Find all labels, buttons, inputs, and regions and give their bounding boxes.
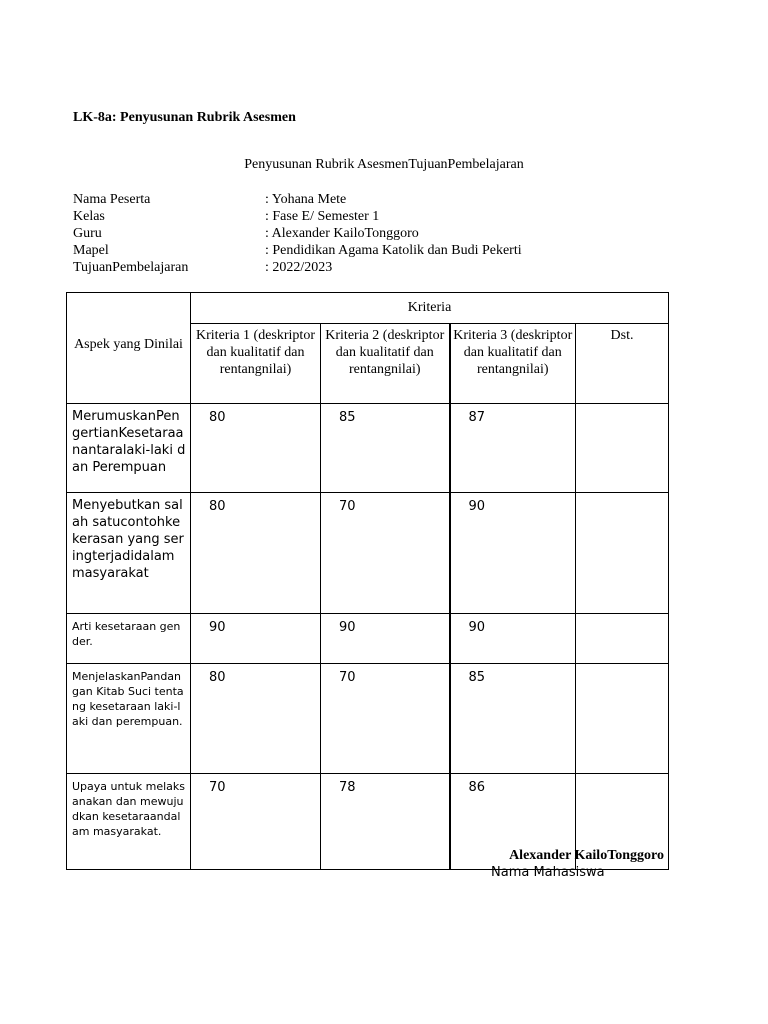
aspect-cell: Menyebutkan salah satucontohkekerasan yang seringterjadidalammasyarakat (67, 493, 191, 614)
info-row-nama-peserta (73, 191, 522, 208)
column-header-dst: Dst. (576, 324, 669, 404)
table-row (67, 614, 669, 664)
score-cell (576, 493, 669, 614)
score-cell: 80 (191, 664, 321, 774)
info-row-guru (73, 225, 522, 242)
document-title: LK-8a: Penyusunan Rubrik Asesmen (73, 110, 296, 125)
document-subtitle: Penyusunan Rubrik AsesmenTujuanPembelajaran (244, 157, 524, 172)
score-cell: 87 (450, 404, 576, 493)
score-cell: 70 (321, 664, 450, 774)
info-label: Mapel (73, 243, 109, 258)
aspect-cell: MerumuskanPengertianKesetaraanantaralaki-laki dan Perempuan (67, 404, 191, 493)
info-label: TujuanPembelajaran (73, 260, 189, 275)
signer-role: Nama Mahasiswa (491, 865, 605, 880)
score-cell (576, 614, 669, 664)
table-row (67, 664, 669, 774)
info-row-tujuan-pembelajaran (73, 259, 522, 276)
info-row-kelas (73, 208, 522, 225)
signer-name: Alexander KailoTonggoro (509, 848, 664, 863)
score-cell: 90 (450, 614, 576, 664)
info-value: : Pendidikan Agama Katolik dan Budi Pekerti (265, 243, 522, 258)
kriteria-header: Kriteria (191, 293, 669, 324)
score-cell: 70 (321, 493, 450, 614)
info-label: Kelas (73, 209, 105, 224)
score-cell: 85 (450, 664, 576, 774)
aspect-cell: MenjelaskanPandangan Kitab Suci tentang kesetaraan laki-laki dan perempuan. (67, 664, 191, 774)
info-label: Guru (73, 226, 102, 241)
aspect-cell: Arti kesetaraan gender. (67, 614, 191, 664)
info-value: : Yohana Mete (265, 192, 347, 207)
info-row-mapel (73, 242, 522, 259)
column-header-kriteria-1: Kriteria 1 (deskriptor dan kualitatif dan rentangnilai) (191, 324, 321, 404)
info-value: : Fase E/ Semester 1 (265, 209, 380, 224)
score-cell: 80 (191, 404, 321, 493)
score-cell: 90 (450, 493, 576, 614)
table-row (67, 493, 669, 614)
score-cell: 80 (191, 493, 321, 614)
score-cell: 70 (191, 774, 321, 870)
score-cell (576, 404, 669, 493)
column-header-kriteria-2: Kriteria 2 (deskriptor dan kualitatif dan rentangnilai) (321, 324, 450, 404)
column-header-kriteria-3: Kriteria 3 (deskriptor dan kualitatif dan rentangnilai) (450, 324, 576, 404)
score-cell (576, 664, 669, 774)
aspect-column-header: Aspek yang Dinilai (67, 293, 191, 404)
participant-info (73, 191, 522, 276)
score-cell: 78 (321, 774, 450, 870)
info-value: : Alexander KailoTonggoro (265, 226, 419, 241)
table-row (67, 404, 669, 493)
info-label: Nama Peserta (73, 192, 151, 207)
aspect-cell: Upaya untuk melaksanakan dan mewujudkan kesetaraandalam masyarakat. (67, 774, 191, 870)
score-cell: 85 (321, 404, 450, 493)
score-cell: 86 (450, 774, 576, 870)
info-value: : 2022/2023 (265, 260, 333, 275)
score-cell: 90 (191, 614, 321, 664)
rubric-table (66, 292, 669, 870)
score-cell: 90 (321, 614, 450, 664)
table-header-row (67, 293, 669, 324)
